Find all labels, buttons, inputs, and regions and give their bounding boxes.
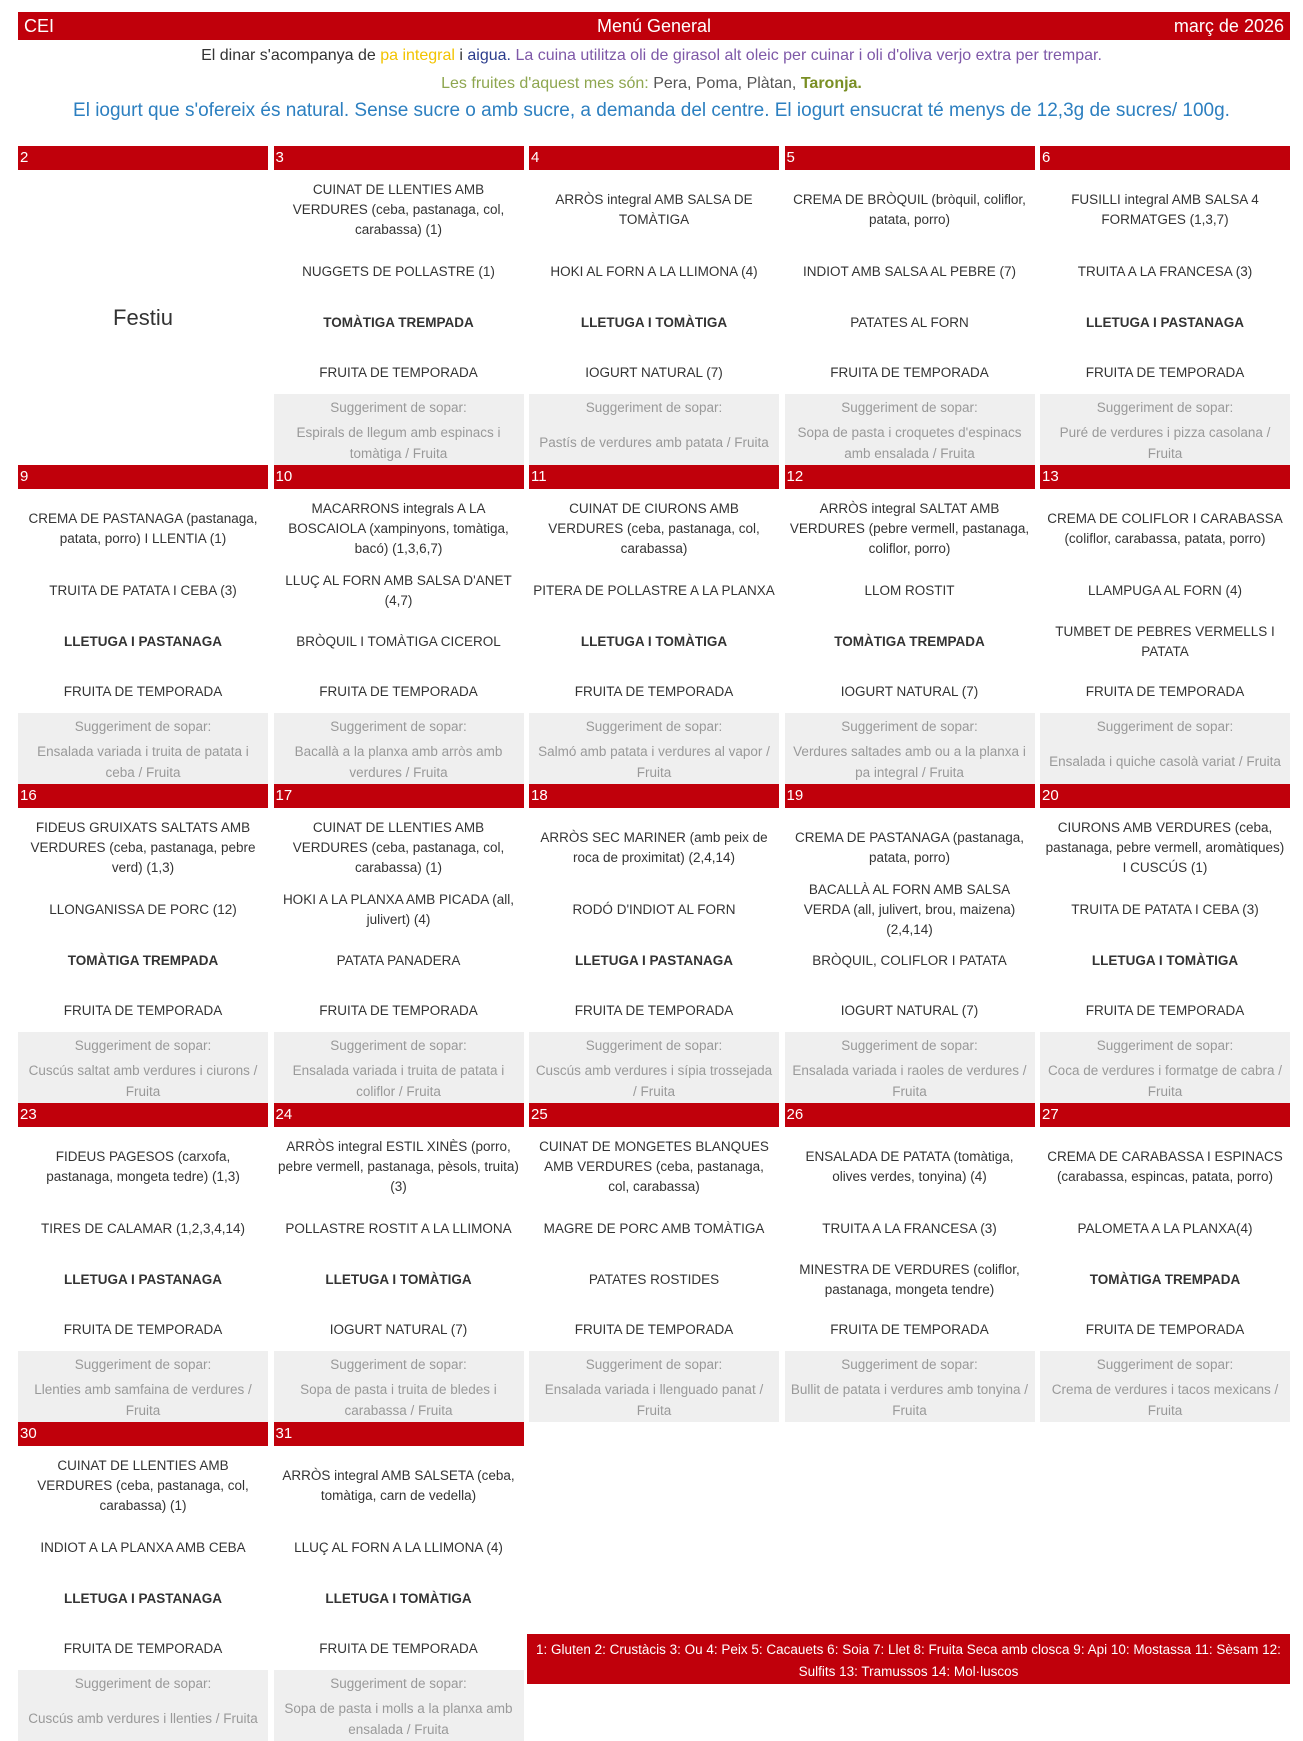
dessert: IOGURT NATURAL (7): [585, 364, 723, 380]
second-course: NUGGETS DE POLLASTRE (1): [302, 263, 495, 279]
first-course: CIURONS AMB VERDURES (ceba, pastanaga, pebre vermell, aromàtiques) I CUSCÚS (1): [1045, 819, 1285, 876]
day-number: 6: [1040, 146, 1290, 170]
dinner-label: Suggeriment de sopar:: [330, 1676, 467, 1691]
side-dish: TOMÀTIGA TREMPADA: [67, 952, 219, 968]
allergen-legend: 1: Gluten 2: Crustàcis 3: Ou 4: Peix 5: Cacauets 6: Soia 7: Llet 8: Fruita Seca amb closca 9: Api 10: Mostassa 11: Sèsam 12: Sulfits 13: Tramussos 14: Mol·luscos: [527, 1634, 1290, 1684]
dinner-text: Sopa de pasta i croquetes d'espinacs amb ensalada / Fruita: [797, 425, 1022, 461]
dinner-label: Suggeriment de sopar:: [74, 1038, 212, 1053]
dinner-label: Suggeriment de sopar:: [585, 1357, 723, 1372]
dinner-text: Llenties amb samfaina de verdures / Fruita: [34, 1382, 252, 1418]
dinner-text: Pastís de verdures amb patata / Fruita: [539, 435, 769, 451]
intro-bread: pa integral: [380, 47, 455, 64]
first-course: CUINAT DE CIURONS AMB VERDURES (ceba, pastanaga, col, carabassa): [548, 500, 760, 557]
side-dish: TOMÀTIGA TREMPADA: [1089, 1271, 1241, 1287]
dinner-suggestion: [1040, 1351, 1290, 1422]
dinner-text: Espirals de llegum amb espinacs i tomàtiga / Fruita: [296, 425, 501, 461]
day-number: 17: [274, 784, 524, 808]
side-dish: BRÒQUIL, COLIFLOR I PATATA: [812, 952, 1007, 968]
day-cell: [274, 1422, 524, 1741]
dessert: FRUITA DE TEMPORADA: [830, 1321, 989, 1337]
dinner-suggestion: [1040, 713, 1290, 784]
dinner-text: Bacallà a la planxa amb arròs amb verdures / Fruita: [294, 744, 503, 780]
dinner-label: Suggeriment de sopar:: [74, 1676, 212, 1691]
side-dish: PATATES ROSTIDES: [588, 1271, 720, 1287]
dinner-suggestion: [529, 1351, 779, 1422]
dinner-text: Ensalada variada i truita de patata i coliflor / Fruita: [292, 1063, 505, 1099]
first-course: CREMA DE PASTANAGA (pastanaga, patata, porro): [794, 829, 1025, 865]
intro-fruits-label: Les fruites d'aquest mes són:: [441, 75, 654, 92]
dinner-label: Suggeriment de sopar:: [330, 400, 467, 415]
intro-fruit-orange: Taronja.: [800, 75, 862, 92]
second-course: RODÓ D'INDIOT AL FORN: [572, 901, 736, 917]
dinner-suggestion: [274, 394, 524, 465]
day-number: 25: [529, 1103, 779, 1127]
day-cell: [18, 146, 268, 465]
side-dish: PATATES AL FORN: [850, 314, 969, 330]
dinner-label: Suggeriment de sopar:: [1096, 719, 1234, 734]
day-cell: [785, 784, 1035, 1103]
dinner-label: Suggeriment de sopar:: [1096, 400, 1234, 415]
first-course: CUINAT DE MONGETES BLANQUES AMB VERDURES (ceba, pastanaga, col, carabassa): [539, 1138, 769, 1195]
day-cell: [274, 465, 524, 784]
first-course: ARRÒS integral ESTIL XINÈS (porro, pebre vermell, pastanaga, pèsols, truita) (3): [278, 1138, 519, 1195]
side-dish: MINESTRA DE VERDURES (coliflor, pastanaga, mongeta tendre): [799, 1261, 1020, 1297]
dessert: FRUITA DE TEMPORADA: [574, 1321, 734, 1337]
day-cell: [529, 465, 779, 784]
dinner-suggestion: [785, 1032, 1035, 1103]
dessert: FRUITA DE TEMPORADA: [574, 1002, 734, 1018]
first-course: ARRÒS SEC MARINER (amb peix de roca de proximitat) (2,4,14): [540, 829, 768, 865]
second-course: TRUITA DE PATATA I CEBA (3): [1071, 901, 1259, 917]
day-cell: [274, 1103, 524, 1422]
day-cell: [1040, 784, 1290, 1103]
second-course: INDIOT A LA PLANXA AMB CEBA: [40, 1539, 246, 1555]
dinner-label: Suggeriment de sopar:: [330, 1357, 467, 1372]
day-cell: [274, 784, 524, 1103]
first-course: CREMA DE COLIFLOR I CARABASSA (coliflor, carabassa, patata, porro): [1047, 510, 1283, 546]
dessert: FRUITA DE TEMPORADA: [63, 683, 223, 699]
dinner-text: Cuscús saltat amb verdures i ciurons / Fruita: [28, 1063, 258, 1099]
first-course: CREMA DE BRÒQUIL (bròquil, coliflor, patata, porro): [793, 191, 1026, 227]
day-cell: [1040, 465, 1290, 784]
dinner-label: Suggeriment de sopar:: [74, 719, 212, 734]
dinner-text: Crema de verdures i tacos mexicans / Fruita: [1051, 1382, 1279, 1418]
side-dish: LLETUGA I TOMÀTIGA: [580, 314, 728, 330]
day-cell: [529, 146, 779, 465]
dinner-suggestion: [529, 713, 779, 784]
dinner-suggestion: [18, 713, 268, 784]
side-dish: LLETUGA I TOMÀTIGA: [580, 633, 728, 649]
dinner-text: Cuscús amb verdures i llenties / Fruita: [28, 1711, 258, 1727]
second-course: POLLASTRE ROSTIT A LA LLIMONA: [285, 1220, 512, 1236]
dinner-suggestion: [785, 1351, 1035, 1422]
dessert: FRUITA DE TEMPORADA: [1085, 1002, 1245, 1018]
dinner-text: Verdures saltades amb ou a la planxa i pa integral / Fruita: [793, 744, 1026, 780]
dessert: FRUITA DE TEMPORADA: [319, 364, 478, 380]
dinner-suggestion: [529, 394, 779, 465]
day-number: 16: [18, 784, 268, 808]
side-dish: PATATA PANADERA: [336, 952, 461, 968]
day-cell: [1040, 146, 1290, 465]
first-course: FIDEUS PAGESOS (carxofa, pastanaga, mongeta tedre) (1,3): [46, 1148, 240, 1184]
first-course: CREMA DE PASTANAGA (pastanaga, patata, porro) I LLENTIA (1): [28, 510, 258, 546]
day-cell: [529, 784, 779, 1103]
side-dish: LLETUGA I PASTANAGA: [64, 1590, 222, 1606]
intro-oil: La cuina utilitza oli de girasol alt oleic per cuinar i oli d'oliva verjo extra per trempar.: [511, 47, 1102, 64]
day-cell: [1040, 1103, 1290, 1422]
first-course: CUINAT DE LLENTIES AMB VERDURES (ceba, pastanaga, col, carabassa) (1): [292, 181, 505, 238]
dessert: FRUITA DE TEMPORADA: [319, 683, 478, 699]
dinner-suggestion: [785, 394, 1035, 465]
dessert: IOGURT NATURAL (7): [329, 1321, 468, 1337]
dinner-text: Ensalada i quiche casolà variat / Fruita: [1049, 754, 1281, 770]
dessert: FRUITA DE TEMPORADA: [319, 1002, 478, 1018]
day-number: 4: [529, 146, 779, 170]
dinner-text: Ensalada variada i llenguado panat / Fruita: [544, 1382, 764, 1418]
day-cell: [785, 1103, 1035, 1422]
dinner-text: Ensalada variada i raoles de verdures / Fruita: [792, 1063, 1027, 1099]
dessert: FRUITA DE TEMPORADA: [830, 364, 989, 380]
dinner-label: Suggeriment de sopar:: [841, 400, 978, 415]
second-course: HOKI A LA PLANXA AMB PICADA (all, julivert) (4): [282, 891, 515, 927]
dinner-label: Suggeriment de sopar:: [1096, 1357, 1234, 1372]
dessert: IOGURT NATURAL (7): [840, 683, 979, 699]
side-dish: TOMÀTIGA TREMPADA: [323, 314, 474, 330]
dessert: FRUITA DE TEMPORADA: [1085, 364, 1245, 380]
dinner-label: Suggeriment de sopar:: [74, 1357, 212, 1372]
side-dish: LLETUGA I TOMÀTIGA: [1091, 952, 1239, 968]
day-cell: [529, 1103, 779, 1422]
day-cell: [18, 784, 268, 1103]
dinner-suggestion: [18, 1351, 268, 1422]
intro-water: aigua.: [467, 47, 511, 64]
dessert: FRUITA DE TEMPORADA: [63, 1640, 223, 1656]
day-number: 3: [274, 146, 524, 170]
dinner-text: Cuscús amb verdures i sípia trossejada / Fruita: [535, 1063, 773, 1099]
dinner-suggestion: [274, 1351, 524, 1422]
day-number: 23: [18, 1103, 268, 1127]
second-course: TRUITA A LA FRANCESA (3): [822, 1220, 997, 1236]
dinner-label: Suggeriment de sopar:: [841, 1038, 978, 1053]
second-course: TIRES DE CALAMAR (1,2,3,4,14): [40, 1220, 246, 1236]
dinner-text: Salmó amb patata i verdures al vapor / Fruita: [538, 744, 770, 780]
month-label: març de 2026: [1173, 15, 1284, 36]
intro-line-yogurt: El iogurt que s'ofereix és natural. Sense sucre o amb sucre, a demanda del centre. El iogurt ensucrat té menys de 12,3g de sucres/ 100g.: [73, 100, 1230, 121]
day-cell: [18, 1103, 268, 1422]
intro-fruits: Pera, Poma, Plàtan,: [653, 75, 801, 92]
header-bar: [18, 12, 1290, 40]
dessert: FRUITA DE TEMPORADA: [574, 683, 734, 699]
dessert: FRUITA DE TEMPORADA: [1085, 683, 1245, 699]
second-course: PALOMETA A LA PLANXA(4): [1077, 1220, 1253, 1236]
dinner-text: Sopa de pasta i truita de bledes i carabassa / Fruita: [300, 1382, 497, 1418]
side-dish: BRÒQUIL I TOMÀTIGA CICEROL: [296, 633, 501, 649]
page-title: Menú General: [596, 15, 712, 36]
dinner-text: Bullit de patata i verdures amb tonyina / Fruita: [790, 1382, 1029, 1418]
second-course: BACALLÀ AL FORN AMB SALSA VERDA (all, julivert, brou, maizena) (2,4,14): [803, 881, 1016, 938]
second-course: LLUÇ AL FORN AMB SALSA D'ANET (4,7): [285, 572, 512, 608]
second-course: INDIOT AMB SALSA AL PEBRE (7): [802, 263, 1017, 279]
side-dish: LLETUGA I PASTANAGA: [64, 633, 222, 649]
dinner-suggestion: [1040, 394, 1290, 465]
day-number: 30: [18, 1422, 268, 1446]
dinner-label: Suggeriment de sopar:: [330, 719, 467, 734]
second-course: TRUITA DE PATATA I CEBA (3): [49, 582, 237, 598]
dinner-label: Suggeriment de sopar:: [585, 1038, 723, 1053]
first-course: ARRÒS integral AMB SALSA DE TOMÀTIGA: [555, 191, 753, 227]
second-course: LLAMPUGA AL FORN (4): [1087, 582, 1243, 598]
day-cell: [785, 146, 1035, 465]
dessert: FRUITA DE TEMPORADA: [63, 1002, 223, 1018]
intro-line-bread: [0, 47, 1303, 65]
intro-text: El dinar s'acompanya de: [201, 47, 381, 64]
menu-calendar: [18, 146, 1290, 1741]
dinner-suggestion: [18, 1032, 268, 1103]
school-code: CEI: [24, 15, 55, 36]
first-course: ARRÒS integral AMB SALSETA (ceba, tomàtiga, carn de vedella): [282, 1467, 515, 1503]
day-number: 5: [785, 146, 1035, 170]
day-number: 12: [785, 465, 1035, 489]
first-course: ARRÒS integral SALTAT AMB VERDURES (pebre vermell, pastanaga, coliflor, porro): [789, 500, 1030, 557]
day-cell: [18, 465, 268, 784]
second-course: LLOM ROSTIT: [864, 582, 955, 598]
first-course: MACARRONS integrals A LA BOSCAIOLA (xampinyons, tomàtiga, bacó) (1,3,6,7): [288, 500, 509, 557]
dinner-text: Ensalada variada i truita de patata i ceba / Fruita: [37, 744, 249, 780]
holiday-label: Festiu: [113, 304, 173, 330]
dinner-label: Suggeriment de sopar:: [841, 719, 978, 734]
dinner-text: Puré de verdures i pizza casolana / Fruita: [1059, 425, 1271, 461]
day-number: 20: [1040, 784, 1290, 808]
dinner-text: Coca de verdures i formatge de cabra / Fruita: [1047, 1063, 1283, 1099]
dessert: FRUITA DE TEMPORADA: [319, 1640, 478, 1656]
dinner-suggestion: [274, 1032, 524, 1103]
dinner-suggestion: [1040, 1032, 1290, 1103]
dinner-suggestion: [785, 713, 1035, 784]
dinner-suggestion: [529, 1032, 779, 1103]
day-number: 18: [529, 784, 779, 808]
dessert: IOGURT NATURAL (7): [840, 1002, 979, 1018]
dessert: FRUITA DE TEMPORADA: [63, 1321, 223, 1337]
day-number: 2: [18, 146, 268, 170]
second-course: TRUITA A LA FRANCESA (3): [1077, 263, 1253, 279]
day-cell: [274, 146, 524, 465]
second-course: HOKI AL FORN A LA LLIMONA (4): [550, 263, 758, 279]
day-number: 11: [529, 465, 779, 489]
first-course: FUSILLI integral AMB SALSA 4 FORMATGES (1,3,7): [1071, 191, 1259, 227]
side-dish: LLETUGA I TOMÀTIGA: [325, 1590, 472, 1606]
side-dish: LLETUGA I PASTANAGA: [64, 1271, 222, 1287]
day-cell: [18, 1422, 268, 1741]
side-dish: LLETUGA I PASTANAGA: [575, 952, 733, 968]
first-course: ENSALADA DE PATATA (tomàtiga, olives verdes, tonyina) (4): [805, 1148, 1014, 1184]
dinner-suggestion: [274, 1670, 524, 1741]
side-dish: LLETUGA I TOMÀTIGA: [325, 1271, 472, 1287]
intro-line-fruits: [0, 75, 1303, 93]
second-course: LLONGANISSA DE PORC (12): [49, 901, 237, 917]
first-course: CUINAT DE LLENTIES AMB VERDURES (ceba, pastanaga, col, carabassa) (1): [37, 1457, 249, 1514]
dinner-label: Suggeriment de sopar:: [330, 1038, 467, 1053]
day-number: 27: [1040, 1103, 1290, 1127]
day-cell: [785, 465, 1035, 784]
dessert: FRUITA DE TEMPORADA: [1085, 1321, 1245, 1337]
side-dish: TOMÀTIGA TREMPADA: [834, 633, 985, 649]
day-number: 24: [274, 1103, 524, 1127]
second-course: MAGRE DE PORC AMB TOMÀTIGA: [543, 1220, 765, 1236]
first-course: FIDEUS GRUIXATS SALTATS AMB VERDURES (ceba, pastanaga, pebre verd) (1,3): [30, 819, 256, 876]
dinner-label: Suggeriment de sopar:: [585, 719, 723, 734]
day-number: 9: [18, 465, 268, 489]
dinner-text: Sopa de pasta i molls a la planxa amb ensalada / Fruita: [284, 1701, 513, 1737]
dinner-label: Suggeriment de sopar:: [585, 400, 723, 415]
dinner-label: Suggeriment de sopar:: [841, 1357, 978, 1372]
day-number: 10: [274, 465, 524, 489]
second-course: LLUÇ AL FORN A LA LLIMONA (4): [294, 1539, 503, 1555]
second-course: PITERA DE POLLASTRE A LA PLANXA: [533, 582, 775, 598]
day-number: 13: [1040, 465, 1290, 489]
side-dish: LLETUGA I PASTANAGA: [1086, 314, 1244, 330]
dinner-suggestion: [18, 1670, 268, 1741]
first-course: CUINAT DE LLENTIES AMB VERDURES (ceba, pastanaga, col, carabassa) (1): [292, 819, 505, 876]
day-number: 19: [785, 784, 1035, 808]
intro-text: i: [454, 47, 468, 64]
dinner-label: Suggeriment de sopar:: [1096, 1038, 1234, 1053]
side-dish: TUMBET DE PEBRES VERMELLS I PATATA: [1055, 623, 1275, 659]
day-number: 31: [274, 1422, 524, 1446]
day-number: 26: [785, 1103, 1035, 1127]
first-course: CREMA DE CARABASSA I ESPINACS (carabassa, espincas, patata, porro): [1047, 1148, 1283, 1184]
dinner-suggestion: [274, 713, 524, 784]
